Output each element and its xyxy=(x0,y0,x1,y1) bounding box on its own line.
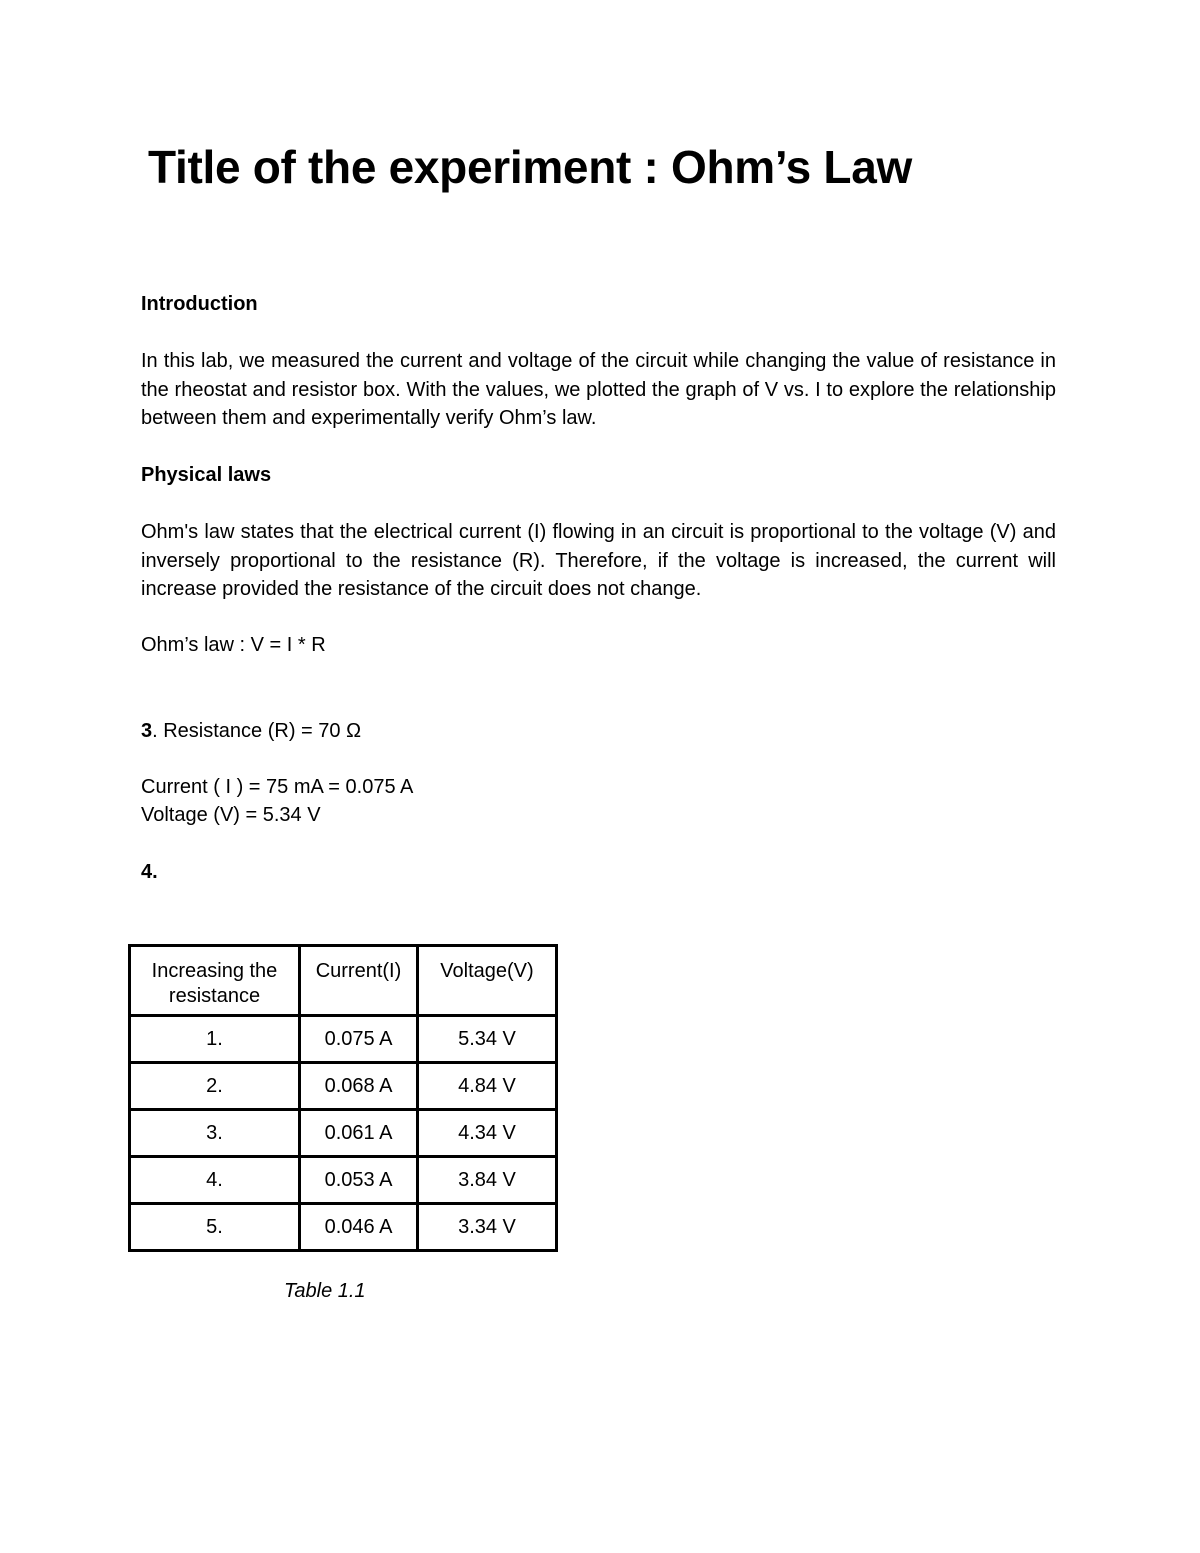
table-row xyxy=(130,1110,557,1157)
voltage-cell: 5.34 V xyxy=(418,1016,557,1063)
table-row xyxy=(130,1016,557,1063)
physical-laws-heading: Physical laws xyxy=(141,464,272,486)
row-index: 3. xyxy=(130,1110,300,1157)
current-cell: 0.068 A xyxy=(300,1063,418,1110)
section-3-resistance xyxy=(141,720,361,743)
table-row xyxy=(130,1157,557,1204)
table-row xyxy=(130,1204,557,1251)
current-cell: 0.046 A xyxy=(300,1204,418,1251)
physical-laws-text: Ohm's law states that the electrical current (I) flowing in an circuit is proportional to the voltage (V) and inversely proportional to the resistance (R). Therefore, if the voltage is increased, the current will increase provided the resistance of the circuit does not change. xyxy=(141,521,1056,600)
row-index: 5. xyxy=(130,1204,300,1251)
voltage-cell: 4.34 V xyxy=(418,1110,557,1157)
voltage-cell: 3.84 V xyxy=(418,1157,557,1204)
table-caption: Table 1.1 xyxy=(284,1280,366,1302)
resistance-value: . Resistance (R) = 70 Ω xyxy=(152,720,362,742)
document-title: Title of the experiment : Ohm’s Law xyxy=(148,141,912,193)
section-3-number: 3 xyxy=(141,720,153,742)
current-value: Current ( I ) = 75 mA = 0.075 A xyxy=(141,776,414,798)
row-index: 1. xyxy=(130,1016,300,1063)
table-header-row xyxy=(130,946,557,1016)
measurements-table xyxy=(128,944,558,1252)
introduction-text: In this lab, we measured the current and voltage of the circuit while changing the value of resistance in the rheostat and resistor box. With the values, we plotted the graph of V vs. I to explore the relationship between them and experimentally verify Ohm’s law. xyxy=(141,350,1056,429)
voltage-cell: 3.34 V xyxy=(418,1204,557,1251)
ohms-law-formula: Ohm’s law : V = I * R xyxy=(141,634,326,656)
voltage-value: Voltage (V) = 5.34 V xyxy=(141,804,321,826)
header-current: Current(I) xyxy=(300,946,418,1016)
row-index: 2. xyxy=(130,1063,300,1110)
voltage-cell: 4.84 V xyxy=(418,1063,557,1110)
header-resistance: Increasing the resistance xyxy=(130,946,300,1016)
introduction-heading: Introduction xyxy=(141,293,258,315)
current-cell: 0.075 A xyxy=(300,1016,418,1063)
row-index: 4. xyxy=(130,1157,300,1204)
section-4-number: 4. xyxy=(141,861,158,883)
current-cell: 0.061 A xyxy=(300,1110,418,1157)
current-cell: 0.053 A xyxy=(300,1157,418,1204)
header-voltage: Voltage(V) xyxy=(418,946,557,1016)
table-row xyxy=(130,1063,557,1110)
